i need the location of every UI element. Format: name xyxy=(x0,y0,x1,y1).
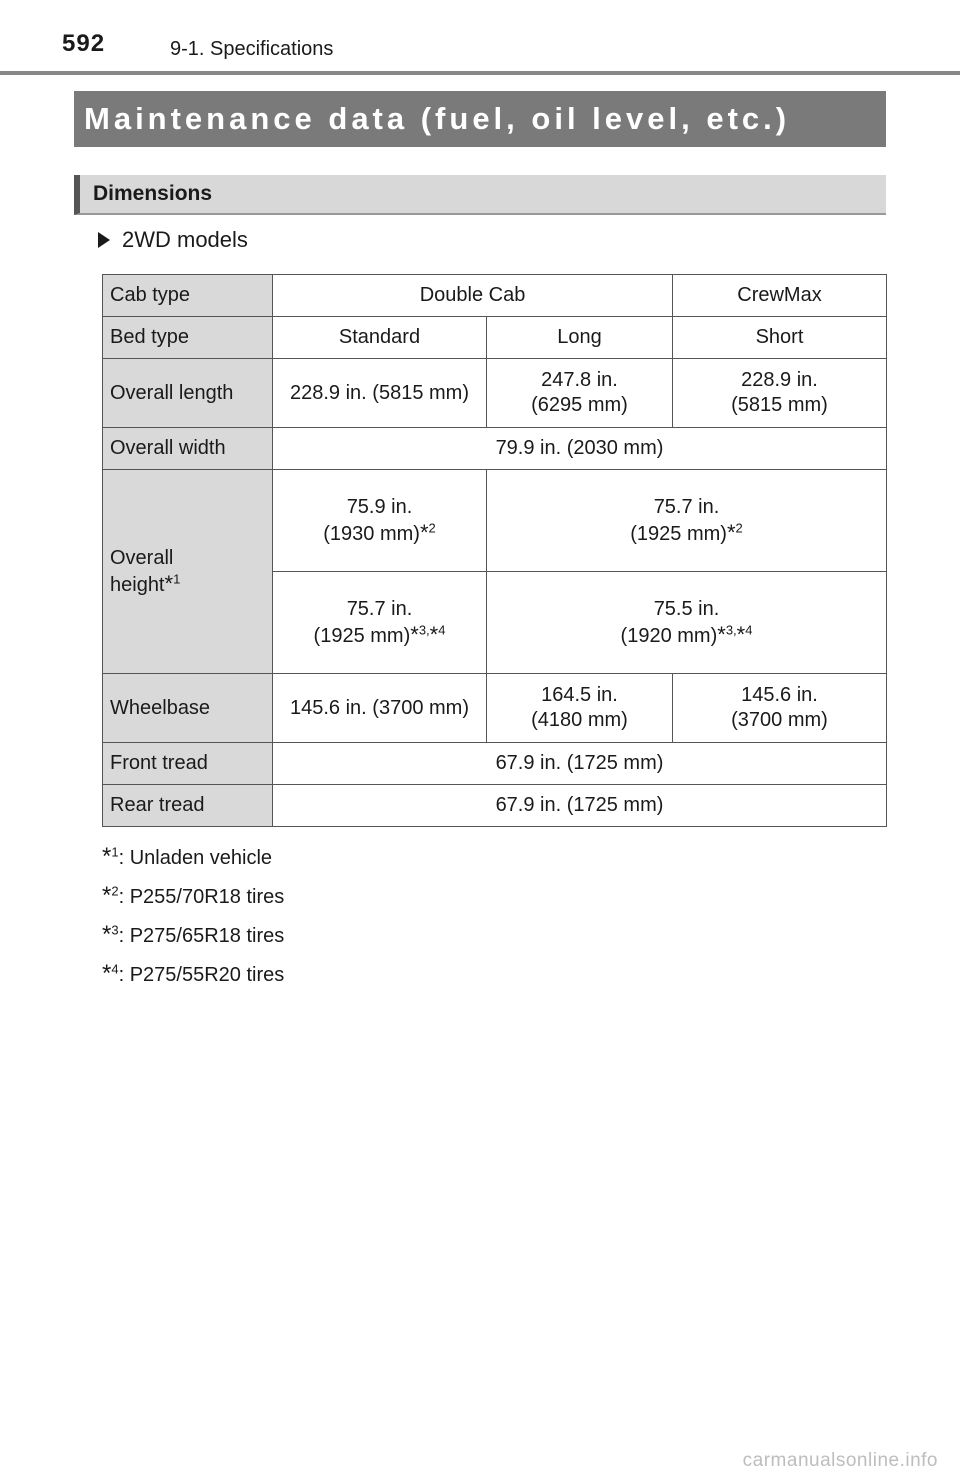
row-label-overall-length: Overall length xyxy=(103,359,273,428)
row-label-overall-width: Overall width xyxy=(103,428,273,470)
row-label-overall-height: Overall height*$^1$ xyxy=(103,470,273,674)
section-heading: Dimensions xyxy=(74,175,886,215)
footnotes xyxy=(102,842,284,998)
row-label-rear-tread: Rear tread xyxy=(103,785,273,827)
cell-wheelbase-long: 164.5 in. (4180 mm) xyxy=(487,674,673,743)
cell-cab-double: Double Cab xyxy=(273,275,673,317)
model-bullet xyxy=(98,227,248,253)
cell-length-standard: 228.9 in. (5815 mm) xyxy=(273,359,487,428)
cell-length-long: 247.8 in. (6295 mm) xyxy=(487,359,673,428)
watermark: carmanualsonline.info xyxy=(742,1450,938,1471)
cell-height-other-b: 75.5 in. (1920 mm)*$^{3,}$*$^4$ xyxy=(487,572,887,674)
table-row xyxy=(103,359,887,428)
row-label-wheelbase: Wheelbase xyxy=(103,674,273,743)
cell-bed-long: Long xyxy=(487,317,673,359)
page-title: Maintenance data (fuel, oil level, etc.) xyxy=(74,91,886,147)
cell-height-other-a: 75.7 in. (1925 mm)*$^2$ xyxy=(487,470,887,572)
footnote-1: *$^1$: Unladen vehicle xyxy=(102,843,273,870)
cell-cab-crewmax: CrewMax xyxy=(673,275,887,317)
cell-rear-tread: 67.9 in. (1725 mm) xyxy=(273,785,887,827)
footnote-3: *$^3$: P275/65R18 tires xyxy=(102,921,285,948)
table-row xyxy=(103,743,887,785)
model-label: 2WD models xyxy=(122,227,248,252)
cell-bed-short: Short xyxy=(673,317,887,359)
row-label-bed-type: Bed type xyxy=(103,317,273,359)
row-label-front-tread: Front tread xyxy=(103,743,273,785)
table-row xyxy=(103,785,887,827)
cell-height-standard-a: 75.9 in. (1930 mm)*$^2$ xyxy=(273,470,487,572)
row-label-cab-type: Cab type xyxy=(103,275,273,317)
table-row xyxy=(103,674,887,743)
section-breadcrumb: 9-1. Specifications xyxy=(170,38,334,60)
cell-bed-standard: Standard xyxy=(273,317,487,359)
triangle-bullet-icon xyxy=(98,232,110,248)
cell-wheelbase-short: 145.6 in. (3700 mm) xyxy=(673,674,887,743)
table-row xyxy=(103,428,887,470)
page-number: 592 xyxy=(62,30,106,57)
dimensions-table xyxy=(102,274,887,827)
header-divider xyxy=(0,71,960,75)
footnote-4: *$^4$: P275/55R20 tires xyxy=(102,960,285,987)
cell-height-standard-b: 75.7 in. (1925 mm)*$^{3,}$*$^4$ xyxy=(273,572,487,674)
cell-length-short: 228.9 in. (5815 mm) xyxy=(673,359,887,428)
cell-wheelbase-standard: 145.6 in. (3700 mm) xyxy=(273,674,487,743)
table-row xyxy=(103,275,887,317)
cell-width: 79.9 in. (2030 mm) xyxy=(273,428,887,470)
table-row xyxy=(103,317,887,359)
footnote-2: *$^2$: P255/70R18 tires xyxy=(102,882,285,909)
table-row xyxy=(103,470,887,572)
cell-front-tread: 67.9 in. (1725 mm) xyxy=(273,743,887,785)
